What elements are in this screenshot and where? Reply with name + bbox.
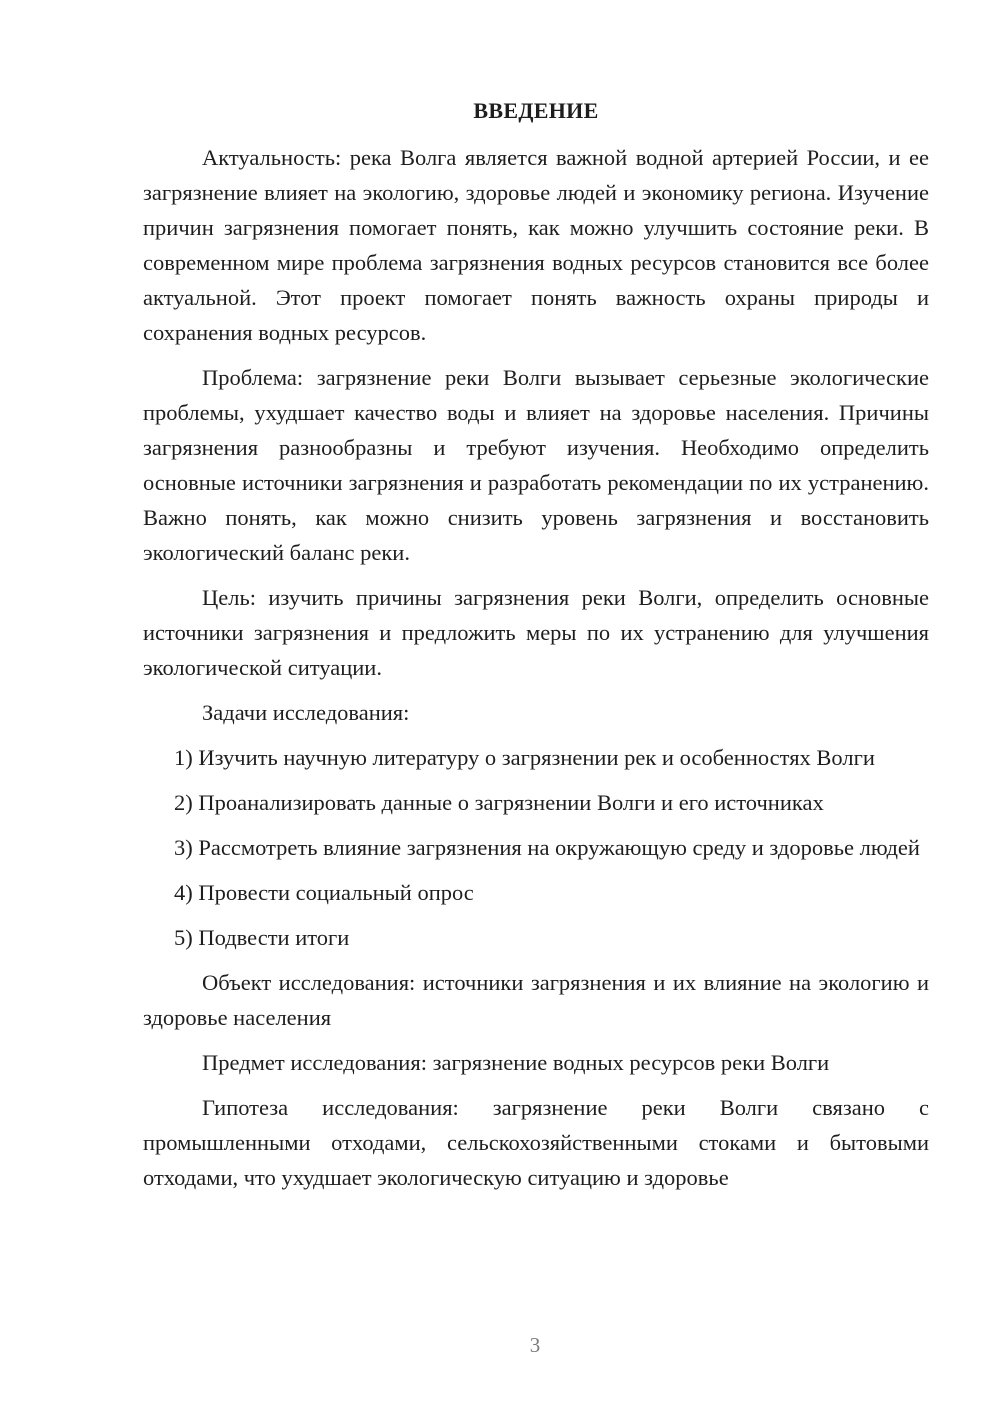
page-number: 3 [529, 1333, 541, 1357]
tasks-heading: Задачи исследования: [202, 700, 410, 725]
tasks-list [143, 740, 929, 955]
object-paragraph: Объект исследования: источники загрязнения и их влияние на экологию и здоровье населения [143, 970, 929, 1030]
list-item: 1) Изучить научную литературу о загрязнении рек и особенностях Волги [174, 745, 875, 770]
list-item: 3) Рассмотреть влияние загрязнения на окружающую среду и здоровье людей [174, 835, 920, 860]
list-item: 4) Провести социальный опрос [174, 880, 474, 905]
document-page [143, 95, 929, 1205]
hypothesis-paragraph: Гипотеза исследования: загрязнение реки Волги связано с промышленными отходами, сельскохозяйственными стоками и бытовыми отходами, что ухудшает экологическую ситуацию и здоровье [143, 1095, 929, 1190]
relevance-paragraph: Актуальность: река Волга является важной водной артерией России, и ее загрязнение влияет на экологию, здоровье людей и экономику региона. Изучение причин загрязнения помогает понять, как можно улучшить состояние реки. В современном мире проблема загрязнения водных ресурсов становится все более актуальной. Этот проект помогает понять важность охраны природы и сохранения водных ресурсов. [143, 145, 929, 345]
subject-paragraph: Предмет исследования: загрязнение водных ресурсов реки Волги [202, 1050, 830, 1075]
goal-paragraph: Цель: изучить причины загрязнения реки Волги, определить основные источники загрязнения и предложить меры по их устранению для улучшения экологической ситуации. [143, 585, 929, 680]
page-title: ВВЕДЕНИЕ [473, 98, 599, 123]
list-item: 5) Подвести итоги [174, 925, 350, 950]
problem-paragraph: Проблема: загрязнение реки Волги вызывает серьезные экологические проблемы, ухудшает качество воды и влияет на здоровье населения. Причины загрязнения разнообразны и требуют изучения. Необходимо определить основные источники загрязнения и разработать рекомендации по их устранению. Важно понять, как можно снизить уровень загрязнения и восстановить экологический баланс реки. [143, 365, 929, 565]
list-item: 2) Проанализировать данные о загрязнении Волги и его источниках [174, 790, 824, 815]
